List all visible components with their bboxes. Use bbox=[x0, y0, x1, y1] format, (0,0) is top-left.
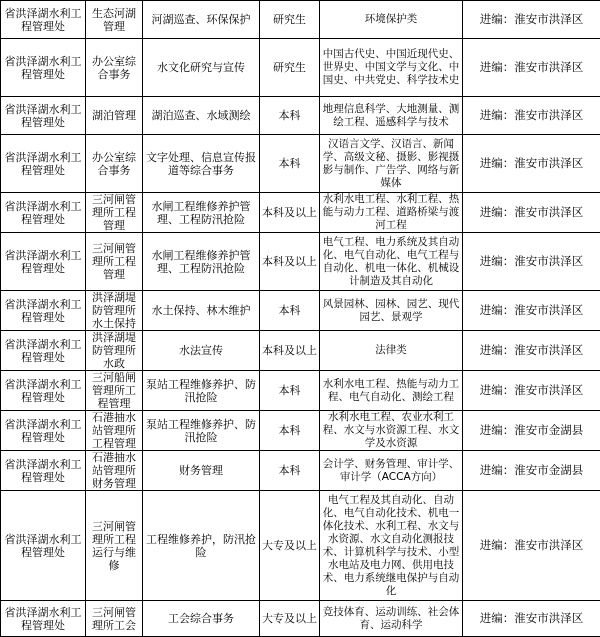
unit-cell: 省洪泽湖水利工程管理处 bbox=[1, 1, 86, 39]
duty-cell: 财务管理 bbox=[143, 451, 260, 491]
location-cell: 进编：淮安市洪泽区 bbox=[463, 331, 600, 371]
location-cell: 进编：淮安市洪泽区 bbox=[463, 601, 600, 637]
major-cell: 地理信息科学、大地测量、测绘工程、遥感科学与技术 bbox=[320, 97, 463, 135]
duty-cell: 水闸工程维修养护管理、工程防汛抢险 bbox=[143, 233, 260, 291]
table-row bbox=[1, 135, 600, 193]
location-cell: 进编：淮安市洪泽区 bbox=[463, 135, 600, 193]
education-cell: 本科 bbox=[260, 451, 320, 491]
department-cell: 三河闸管理所工程管理 bbox=[86, 233, 143, 291]
education-cell: 大专及以上 bbox=[260, 491, 320, 601]
location-cell: 进编：淮安市洪泽区 bbox=[463, 491, 600, 601]
department-cell: 办公室综合事务 bbox=[86, 135, 143, 193]
department-cell: 洪泽湖堤防管理所水政 bbox=[86, 331, 143, 371]
department-cell: 三河船闸管理所工程管理 bbox=[86, 371, 143, 411]
duty-cell: 泵站工程维修养护、防汛抢险 bbox=[143, 411, 260, 451]
unit-cell: 省洪泽湖水利工程管理处 bbox=[1, 331, 86, 371]
education-cell: 本科 bbox=[260, 291, 320, 331]
education-cell: 研究生 bbox=[260, 39, 320, 97]
location-cell: 进编：淮安市洪泽区 bbox=[463, 39, 600, 97]
job-table-body bbox=[1, 1, 600, 637]
unit-cell: 省洪泽湖水利工程管理处 bbox=[1, 371, 86, 411]
department-cell: 石港抽水站管理所财务管理 bbox=[86, 451, 143, 491]
unit-cell: 省洪泽湖水利工程管理处 bbox=[1, 291, 86, 331]
major-cell: 竞技体育、运动训练、社会体育、运动科学 bbox=[320, 601, 463, 637]
major-cell: 水利水电工程、热能与动力工程、电气自动化、测绘工程 bbox=[320, 371, 463, 411]
duty-cell: 文字处理、信息宣传报道等综合事务 bbox=[143, 135, 260, 193]
table-row bbox=[1, 233, 600, 291]
location-cell: 进编：淮安市洪泽区 bbox=[463, 233, 600, 291]
unit-cell: 省洪泽湖水利工程管理处 bbox=[1, 491, 86, 601]
table-row bbox=[1, 39, 600, 97]
unit-cell: 省洪泽湖水利工程管理处 bbox=[1, 97, 86, 135]
unit-cell: 省洪泽湖水利工程管理处 bbox=[1, 135, 86, 193]
education-cell: 大专及以上 bbox=[260, 601, 320, 637]
table-row bbox=[1, 491, 600, 601]
location-cell: 进编：淮安市洪泽区 bbox=[463, 1, 600, 39]
major-cell: 法律类 bbox=[320, 331, 463, 371]
unit-cell: 省洪泽湖水利工程管理处 bbox=[1, 601, 86, 637]
location-cell: 进编：淮安市金湖县 bbox=[463, 451, 600, 491]
duty-cell: 工程维修养护，防汛抢险 bbox=[143, 491, 260, 601]
education-cell: 本科及以上 bbox=[260, 233, 320, 291]
duty-cell: 水土保持、林木维护 bbox=[143, 291, 260, 331]
major-cell: 汉语言文学、汉语言、新闻学、高级文秘、摄影、影视摄影与制作、广告学、网络与新媒体 bbox=[320, 135, 463, 193]
table-row bbox=[1, 193, 600, 233]
department-cell: 洪泽湖堤防管理所水土保持 bbox=[86, 291, 143, 331]
table-row bbox=[1, 331, 600, 371]
table-row bbox=[1, 1, 600, 39]
department-cell: 石港抽水站管理所工程管理 bbox=[86, 411, 143, 451]
duty-cell: 水文化研究与宣传 bbox=[143, 39, 260, 97]
table-row bbox=[1, 97, 600, 135]
education-cell: 本科 bbox=[260, 371, 320, 411]
major-cell: 会计学、财务管理、审计学、审计学（ACCA方向） bbox=[320, 451, 463, 491]
education-cell: 本科 bbox=[260, 411, 320, 451]
table-row bbox=[1, 371, 600, 411]
duty-cell: 泵站工程维修养护、防汛抢险 bbox=[143, 371, 260, 411]
department-cell: 湖泊管理 bbox=[86, 97, 143, 135]
major-cell: 中国古代史、中国近现代史、世界史、中国文学与文化、中国史、中共党史、科学技术史 bbox=[320, 39, 463, 97]
department-cell: 三河闸管理所工程运行与维修 bbox=[86, 491, 143, 601]
department-cell: 三河闸管理所工程管理 bbox=[86, 193, 143, 233]
table-row bbox=[1, 411, 600, 451]
education-cell: 本科 bbox=[260, 97, 320, 135]
duty-cell: 水法宣传 bbox=[143, 331, 260, 371]
major-cell: 电气工程、电力系统及其自动化、电气自动化、电气工程与自动化、机电一体化、机械设计制造及其自动化 bbox=[320, 233, 463, 291]
department-cell: 生态河湖管理 bbox=[86, 1, 143, 39]
major-cell: 电气工程及其自动化、自动化、电气自动化技术、机电一体化技术、水利工程、水文与水资源、水文自动化测报技术、计算机科学与技术、小型水电站及电力网、供用电技术、电力系统继电保护与自动化 bbox=[320, 491, 463, 601]
unit-cell: 省洪泽湖水利工程管理处 bbox=[1, 39, 86, 97]
unit-cell: 省洪泽湖水利工程管理处 bbox=[1, 451, 86, 491]
unit-cell: 省洪泽湖水利工程管理处 bbox=[1, 233, 86, 291]
duty-cell: 水闸工程维修养护管理、工程防汛抢险 bbox=[143, 193, 260, 233]
table-row bbox=[1, 601, 600, 637]
location-cell: 进编：淮安市洪泽区 bbox=[463, 371, 600, 411]
major-cell: 水利水电工程、水利工程、热能与动力工程、道路桥梁与渡河工程 bbox=[320, 193, 463, 233]
location-cell: 进编：淮安市金湖县 bbox=[463, 411, 600, 451]
duty-cell: 河湖巡查、环保保护 bbox=[143, 1, 260, 39]
unit-cell: 省洪泽湖水利工程管理处 bbox=[1, 411, 86, 451]
education-cell: 本科及以上 bbox=[260, 193, 320, 233]
location-cell: 进编：淮安市洪泽区 bbox=[463, 291, 600, 331]
unit-cell: 省洪泽湖水利工程管理处 bbox=[1, 193, 86, 233]
location-cell: 进编：淮安市洪泽区 bbox=[463, 97, 600, 135]
education-cell: 本科 bbox=[260, 135, 320, 193]
department-cell: 三河闸管理所工会 bbox=[86, 601, 143, 637]
table-row bbox=[1, 451, 600, 491]
department-cell: 办公室综合事务 bbox=[86, 39, 143, 97]
major-cell: 水利水电工程、农业水利工程、水文与水资源工程、水文学及水资源 bbox=[320, 411, 463, 451]
location-cell: 进编：淮安市洪泽区 bbox=[463, 193, 600, 233]
duty-cell: 工会综合事务 bbox=[143, 601, 260, 637]
duty-cell: 湖泊巡查、水域测绘 bbox=[143, 97, 260, 135]
table-row bbox=[1, 291, 600, 331]
major-cell: 环境保护类 bbox=[320, 1, 463, 39]
education-cell: 本科及以上 bbox=[260, 331, 320, 371]
education-cell: 研究生 bbox=[260, 1, 320, 39]
major-cell: 风景园林、园林、园艺、现代园艺、景观学 bbox=[320, 291, 463, 331]
